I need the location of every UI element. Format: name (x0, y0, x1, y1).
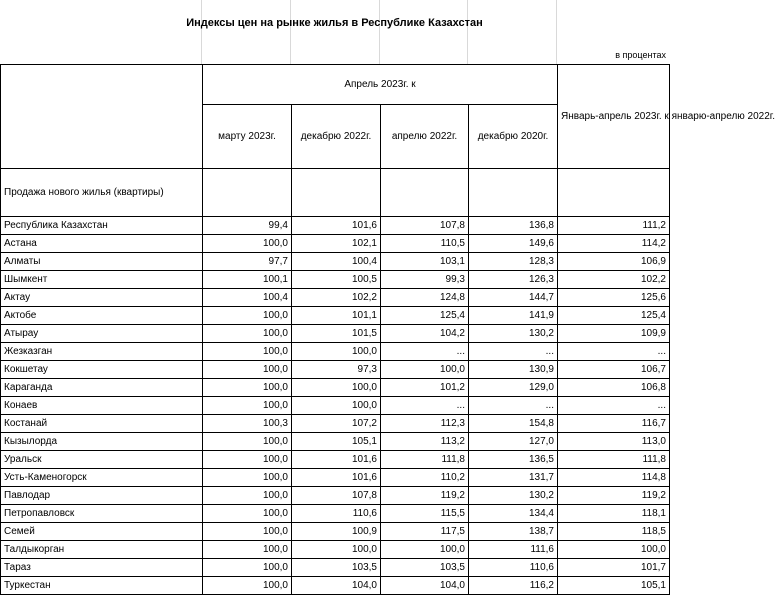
header-ytd-cell: Январь-апрель 2023г. к январю-апрелю 2022г. (558, 65, 670, 169)
units-label: в процентах (615, 50, 666, 60)
index-value: 100,0 (203, 361, 292, 379)
index-value: 119,2 (558, 487, 670, 505)
index-value: 110,6 (469, 559, 558, 577)
index-value: 101,6 (292, 217, 381, 235)
index-value: 100,4 (292, 253, 381, 271)
price-index-table (0, 64, 775, 595)
index-value: ... (381, 397, 469, 415)
table-row (1, 433, 670, 451)
index-value: 134,4 (469, 505, 558, 523)
index-value: 138,7 (469, 523, 558, 541)
table-row (1, 307, 670, 325)
index-value: 128,3 (469, 253, 558, 271)
index-value: 100,0 (203, 451, 292, 469)
region-name: Караганда (1, 379, 203, 397)
index-value: 130,2 (469, 325, 558, 343)
table-row (1, 253, 670, 271)
index-value: 111,6 (469, 541, 558, 559)
index-value: 116,2 (469, 577, 558, 595)
region-name: Актау (1, 289, 203, 307)
cell (469, 169, 558, 217)
table-row (1, 235, 670, 253)
table-row (1, 541, 670, 559)
table-row (1, 271, 670, 289)
index-value: 100,9 (292, 523, 381, 541)
index-value: 100,1 (203, 271, 292, 289)
region-name: Талдыкорган (1, 541, 203, 559)
index-value: 97,7 (203, 253, 292, 271)
index-value: 100,0 (292, 541, 381, 559)
header-col-dec22: декабрю 2022г. (292, 105, 381, 169)
table-row (1, 379, 670, 397)
index-value: 116,7 (558, 415, 670, 433)
region-name: Конаев (1, 397, 203, 415)
cell (292, 169, 381, 217)
region-name: Павлодар (1, 487, 203, 505)
index-value: 100,0 (203, 505, 292, 523)
cell (558, 169, 670, 217)
index-value: 111,8 (381, 451, 469, 469)
index-value: 130,9 (469, 361, 558, 379)
index-value: ... (558, 397, 670, 415)
table-row (1, 451, 670, 469)
index-value: 110,2 (381, 469, 469, 487)
index-value: 101,2 (381, 379, 469, 397)
index-value: 99,4 (203, 217, 292, 235)
region-name: Костанай (1, 415, 203, 433)
index-value: 117,5 (381, 523, 469, 541)
index-value: 124,8 (381, 289, 469, 307)
index-value: 100,0 (292, 397, 381, 415)
index-value: ... (469, 343, 558, 361)
region-name: Шымкент (1, 271, 203, 289)
index-value: 100,0 (292, 379, 381, 397)
cell (203, 169, 292, 217)
region-name: Республика Казахстан (1, 217, 203, 235)
index-value: ... (558, 343, 670, 361)
table-row (1, 559, 670, 577)
index-value: 101,1 (292, 307, 381, 325)
index-value: 103,5 (292, 559, 381, 577)
index-value: 104,0 (292, 577, 381, 595)
region-name: Алматы (1, 253, 203, 271)
index-value: 100,0 (203, 235, 292, 253)
index-value: 100,0 (203, 433, 292, 451)
index-value: 141,9 (469, 307, 558, 325)
index-value: 115,5 (381, 505, 469, 523)
index-value: 100,0 (381, 541, 469, 559)
index-value: 110,5 (381, 235, 469, 253)
table-row (1, 415, 670, 433)
index-value: 129,0 (469, 379, 558, 397)
index-value: 100,0 (292, 343, 381, 361)
index-value: 100,0 (203, 397, 292, 415)
index-value: 149,6 (469, 235, 558, 253)
index-value: 113,2 (381, 433, 469, 451)
header-col-apr22: апрелю 2022г. (381, 105, 469, 169)
region-name: Тараз (1, 559, 203, 577)
region-name: Петропавловск (1, 505, 203, 523)
table-title: Индексы цен на рынке жилья в Республике Казахстан (186, 17, 483, 29)
index-value: 107,8 (292, 487, 381, 505)
index-value: 103,5 (381, 559, 469, 577)
index-value: 100,3 (203, 415, 292, 433)
index-value: 101,6 (292, 469, 381, 487)
header-corner-cell (1, 65, 203, 169)
index-value: 100,5 (292, 271, 381, 289)
region-name: Актобе (1, 307, 203, 325)
index-value: 100,0 (203, 577, 292, 595)
index-value: 104,0 (381, 577, 469, 595)
index-value: 102,2 (558, 271, 670, 289)
section-row (1, 169, 670, 217)
index-value: 97,3 (292, 361, 381, 379)
table-row (1, 469, 670, 487)
index-value: 111,8 (558, 451, 670, 469)
index-value: 105,1 (558, 577, 670, 595)
index-value: 109,9 (558, 325, 670, 343)
index-value: 107,8 (381, 217, 469, 235)
table-row (1, 487, 670, 505)
index-value: 126,3 (469, 271, 558, 289)
index-value: 113,0 (558, 433, 670, 451)
index-value: 100,0 (203, 469, 292, 487)
table-row (1, 289, 670, 307)
index-value: 127,0 (469, 433, 558, 451)
index-value: 104,2 (381, 325, 469, 343)
index-value: 101,5 (292, 325, 381, 343)
header-col-mar: марту 2023г. (203, 105, 292, 169)
table-row (1, 217, 670, 235)
index-value: 118,1 (558, 505, 670, 523)
region-name: Кокшетау (1, 361, 203, 379)
index-value: 106,9 (558, 253, 670, 271)
index-value: ... (469, 397, 558, 415)
index-value: 100,0 (203, 307, 292, 325)
table-row (1, 361, 670, 379)
index-value: 100,0 (558, 541, 670, 559)
index-value: 112,3 (381, 415, 469, 433)
header-col-dec20: декабрю 2020г. (469, 105, 558, 169)
table-row (1, 325, 670, 343)
index-value: 102,1 (292, 235, 381, 253)
index-value: 119,2 (381, 487, 469, 505)
index-value: 100,0 (203, 379, 292, 397)
index-value: 136,8 (469, 217, 558, 235)
index-value: 110,6 (292, 505, 381, 523)
index-value: 100,0 (203, 523, 292, 541)
index-value: 106,7 (558, 361, 670, 379)
index-value: 102,2 (292, 289, 381, 307)
index-value: 130,2 (469, 487, 558, 505)
index-value: 101,6 (292, 451, 381, 469)
index-value: 114,2 (558, 235, 670, 253)
index-value: 100,0 (203, 541, 292, 559)
table-row (1, 505, 670, 523)
table-row (1, 577, 670, 595)
index-value: 106,8 (558, 379, 670, 397)
region-name: Жезказган (1, 343, 203, 361)
region-name: Уральск (1, 451, 203, 469)
index-value: 103,1 (381, 253, 469, 271)
index-value: 125,4 (558, 307, 670, 325)
header-group-cell: Апрель 2023г. к (203, 65, 558, 105)
index-value: 105,1 (292, 433, 381, 451)
index-value: 125,4 (381, 307, 469, 325)
index-value: 101,7 (558, 559, 670, 577)
index-value: 100,4 (203, 289, 292, 307)
region-name: Атырау (1, 325, 203, 343)
index-value: 125,6 (558, 289, 670, 307)
index-value: 118,5 (558, 523, 670, 541)
index-value: ... (381, 343, 469, 361)
table-row (1, 397, 670, 415)
index-value: 144,7 (469, 289, 558, 307)
index-value: 154,8 (469, 415, 558, 433)
index-value: 100,0 (203, 343, 292, 361)
index-value: 99,3 (381, 271, 469, 289)
index-value: 100,0 (203, 487, 292, 505)
section-label: Продажа нового жилья (квартиры) (1, 169, 203, 217)
cell (381, 169, 469, 217)
region-name: Туркестан (1, 577, 203, 595)
index-value: 100,0 (203, 325, 292, 343)
index-value: 131,7 (469, 469, 558, 487)
region-name: Семей (1, 523, 203, 541)
table-row (1, 523, 670, 541)
table-row (1, 343, 670, 361)
index-value: 114,8 (558, 469, 670, 487)
region-name: Усть-Каменогорск (1, 469, 203, 487)
index-value: 107,2 (292, 415, 381, 433)
index-value: 111,2 (558, 217, 670, 235)
index-value: 100,0 (381, 361, 469, 379)
index-value: 136,5 (469, 451, 558, 469)
region-name: Кызылорда (1, 433, 203, 451)
header-row-1 (1, 65, 670, 105)
index-value: 100,0 (203, 559, 292, 577)
region-name: Астана (1, 235, 203, 253)
